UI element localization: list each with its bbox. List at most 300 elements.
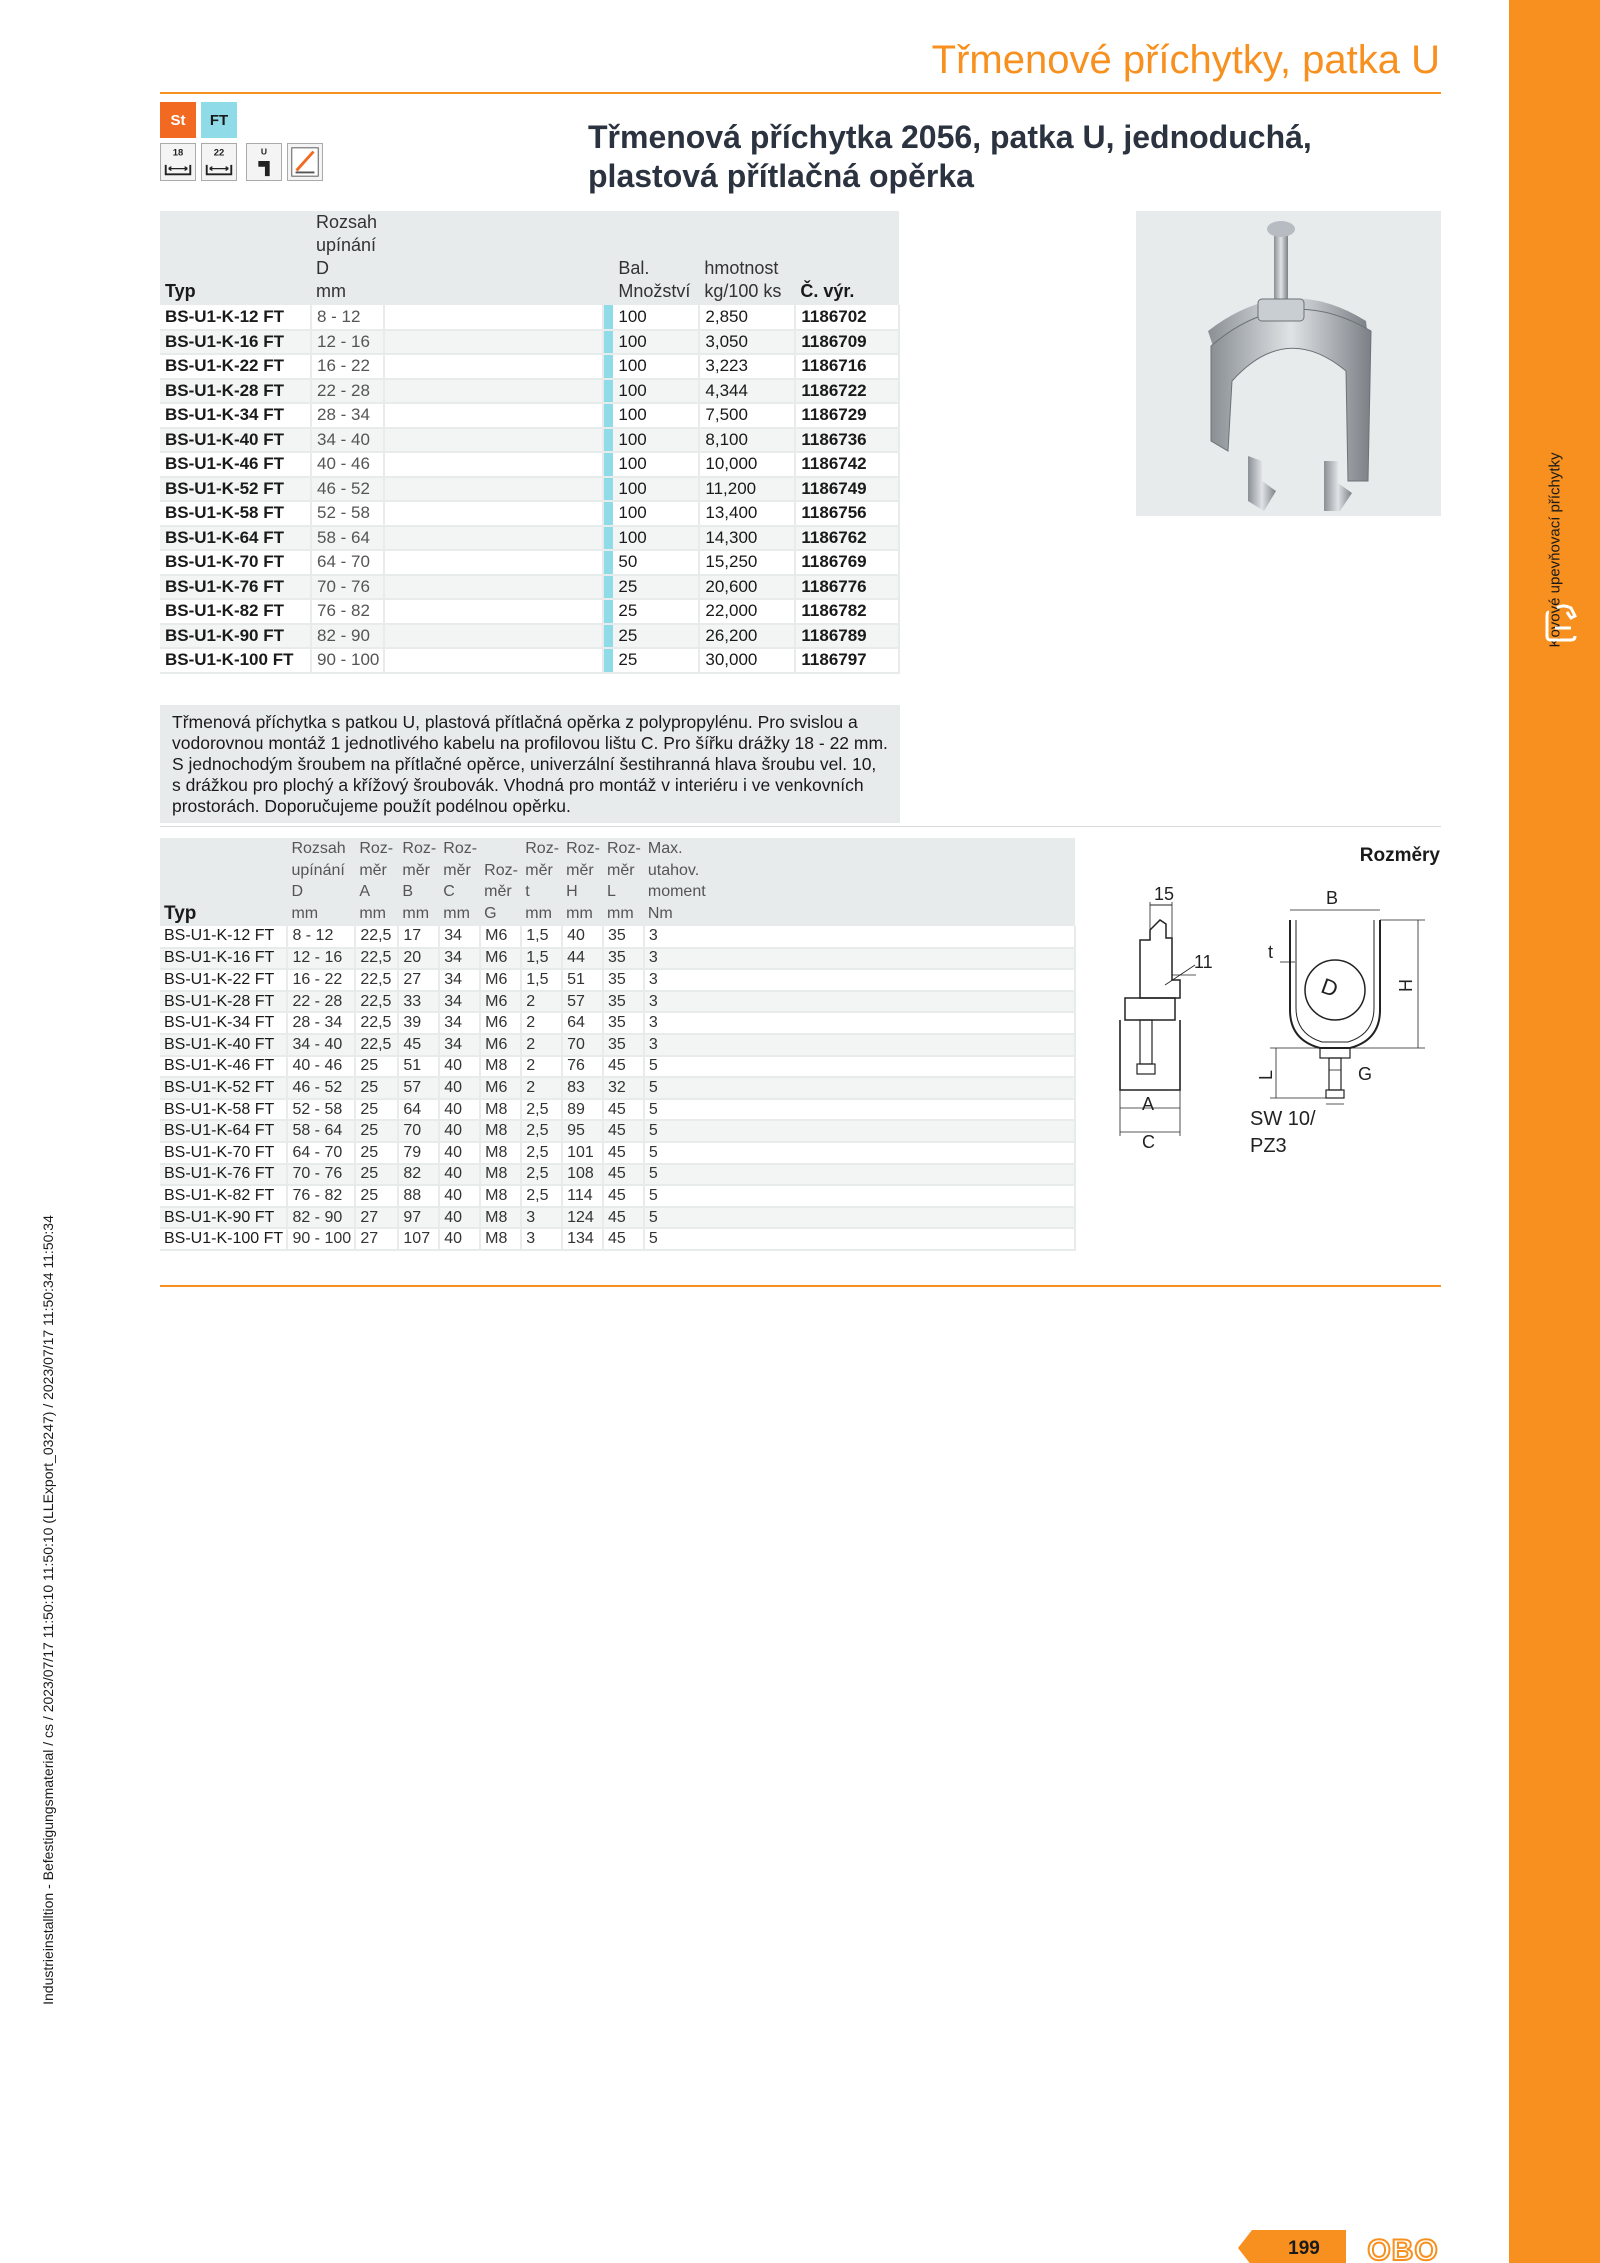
cell-spacer <box>384 305 603 330</box>
side-category-label: Kovové upevňovací příchytky <box>1546 452 1564 648</box>
cell-marker <box>603 575 613 600</box>
table-row <box>160 428 899 453</box>
cell-c: 40 <box>439 1142 480 1164</box>
cell-m: 5 <box>644 1077 1075 1099</box>
col-typ: Typ <box>160 211 311 305</box>
cell-range: 46 - 52 <box>311 477 384 502</box>
cell-a: 25 <box>355 1120 398 1142</box>
cell-g: M8 <box>480 1164 521 1186</box>
cell-typ: BS-U1-K-58 FT <box>160 501 311 526</box>
cell-c: 40 <box>439 1120 480 1142</box>
cell-a: 22,5 <box>355 926 398 948</box>
u-foot-label: U <box>260 146 268 157</box>
cell-a: 22,5 <box>355 991 398 1013</box>
table-row <box>160 624 899 649</box>
cell-l: 35 <box>603 926 644 948</box>
cell-range: 64 - 70 <box>311 550 384 575</box>
cell-b: 64 <box>398 1099 439 1121</box>
col-range-line: Rozsah <box>316 212 378 232</box>
cell-g: M6 <box>480 969 521 991</box>
cell-b: 27 <box>398 969 439 991</box>
cell-typ: BS-U1-K-34 FT <box>160 403 311 428</box>
cell-h: 51 <box>562 969 603 991</box>
table-row <box>160 501 899 526</box>
cell-typ: BS-U1-K-22 FT <box>160 354 311 379</box>
dimensions-title: Rozměry <box>1359 845 1440 866</box>
col-b-line: měr <box>402 861 430 879</box>
col-t-line: mm <box>525 904 552 922</box>
col-spacer <box>384 211 603 305</box>
cell-a: 27 <box>355 1207 398 1229</box>
table-row <box>160 1056 1075 1078</box>
dim-a-label: A <box>1142 1094 1155 1114</box>
cell-c: 40 <box>439 1228 480 1250</box>
cell-weight: 3,223 <box>699 354 795 379</box>
cell-l: 45 <box>603 1120 644 1142</box>
table-row <box>160 305 899 330</box>
table-row <box>160 648 899 673</box>
cell-c: 40 <box>439 1056 480 1078</box>
cell-c: 34 <box>439 1034 480 1056</box>
cell-qty: 100 <box>613 379 699 404</box>
cell-typ: BS-U1-K-76 FT <box>160 575 311 600</box>
cell-b: 45 <box>398 1034 439 1056</box>
cell-code: 1186716 <box>795 354 899 379</box>
dim-pz-label: PZ3 <box>1250 1135 1287 1157</box>
col-g-line: měr <box>484 883 512 900</box>
table-row <box>160 1185 1075 1207</box>
col-range <box>311 211 384 305</box>
col-c-line: měr <box>443 861 471 879</box>
cell-g: M6 <box>480 926 521 948</box>
cell-m: 5 <box>644 1099 1075 1121</box>
col-weight-line: hmotnost <box>704 258 779 278</box>
cell-typ: BS-U1-K-70 FT <box>160 1142 287 1164</box>
table-row <box>160 1164 1075 1186</box>
cell-t: 2 <box>521 991 562 1013</box>
cell-h: 83 <box>562 1077 603 1099</box>
col-range-line: D <box>291 883 303 900</box>
col-h-line: měr <box>566 861 594 879</box>
col-range <box>287 838 355 926</box>
cell-typ: BS-U1-K-52 FT <box>160 477 311 502</box>
dim-g-label: G <box>1358 1064 1373 1084</box>
cell-marker <box>603 403 613 428</box>
cell-a: 25 <box>355 1099 398 1121</box>
col-range-line: mm <box>316 281 346 301</box>
cell-m: 3 <box>644 1012 1075 1034</box>
col-m-line: utahov. <box>647 861 700 879</box>
cell-t: 1,5 <box>521 969 562 991</box>
cell-range: 28 - 34 <box>287 1012 355 1034</box>
table-row <box>160 1228 1075 1250</box>
cell-g: M8 <box>480 1056 521 1078</box>
cell-typ: BS-U1-K-28 FT <box>160 991 287 1013</box>
cell-qty: 100 <box>613 354 699 379</box>
cell-marker <box>603 526 613 551</box>
cell-typ: BS-U1-K-82 FT <box>160 1185 287 1207</box>
col-h-line: mm <box>566 904 593 922</box>
cell-marker <box>603 477 613 502</box>
cell-spacer <box>384 452 603 477</box>
cell-t: 2 <box>521 1034 562 1056</box>
cell-a: 25 <box>355 1164 398 1186</box>
cell-weight: 4,344 <box>699 379 795 404</box>
footer-divider <box>160 1285 1441 1287</box>
cell-c: 40 <box>439 1077 480 1099</box>
cell-a: 22,5 <box>355 969 398 991</box>
cell-marker <box>603 428 613 453</box>
cell-m: 3 <box>644 948 1075 970</box>
cell-code: 1186797 <box>795 648 899 673</box>
cell-l: 32 <box>603 1077 644 1099</box>
cell-typ: BS-U1-K-28 FT <box>160 379 311 404</box>
cell-g: M8 <box>480 1228 521 1250</box>
cell-code: 1186702 <box>795 305 899 330</box>
cell-spacer <box>384 330 603 355</box>
col-range-line: Rozsah <box>291 840 346 857</box>
page-number: 199 <box>1288 2238 1320 2259</box>
cell-weight: 8,100 <box>699 428 795 453</box>
col-l <box>603 838 644 926</box>
cell-a: 25 <box>355 1056 398 1078</box>
cell-h: 57 <box>562 991 603 1013</box>
cell-typ: BS-U1-K-58 FT <box>160 1099 287 1121</box>
finish-badge-ft: FT <box>201 102 237 138</box>
table-row <box>160 550 899 575</box>
cell-marker <box>603 452 613 477</box>
col-typ <box>160 838 287 926</box>
cell-range: 12 - 16 <box>287 948 355 970</box>
cell-range: 8 - 12 <box>287 926 355 948</box>
cell-m: 3 <box>644 991 1075 1013</box>
cell-range: 82 - 90 <box>287 1207 355 1229</box>
cell-weight: 15,250 <box>699 550 795 575</box>
cell-range: 76 - 82 <box>287 1185 355 1207</box>
table-row <box>160 403 899 428</box>
table-row <box>160 1099 1075 1121</box>
cell-g: M8 <box>480 1099 521 1121</box>
cell-h: 89 <box>562 1099 603 1121</box>
cell-m: 5 <box>644 1056 1075 1078</box>
dim-h-label: H <box>1396 979 1416 992</box>
table-row <box>160 926 1075 948</box>
cell-code: 1186742 <box>795 452 899 477</box>
cell-typ: BS-U1-K-12 FT <box>160 926 287 948</box>
cell-range: 70 - 76 <box>287 1164 355 1186</box>
cell-m: 5 <box>644 1142 1075 1164</box>
cell-typ: BS-U1-K-90 FT <box>160 624 311 649</box>
cell-m: 3 <box>644 926 1075 948</box>
cell-l: 35 <box>603 1034 644 1056</box>
cell-typ: BS-U1-K-12 FT <box>160 305 311 330</box>
cell-a: 22,5 <box>355 1034 398 1056</box>
dim-d-label: D <box>1317 973 1342 1003</box>
cell-l: 45 <box>603 1142 644 1164</box>
cell-range: 22 - 28 <box>311 379 384 404</box>
cell-code: 1186749 <box>795 477 899 502</box>
dim-b-label: B <box>1326 888 1339 908</box>
cell-h: 95 <box>562 1120 603 1142</box>
table-row <box>160 1034 1075 1056</box>
col-m <box>644 838 1075 926</box>
cell-t: 2 <box>521 1077 562 1099</box>
col-t-line: měr <box>525 861 553 879</box>
cell-range: 58 - 64 <box>311 526 384 551</box>
cell-c: 40 <box>439 1207 480 1229</box>
dimension-drawing <box>1110 880 1450 1200</box>
cell-range: 8 - 12 <box>311 305 384 330</box>
cell-m: 5 <box>644 1164 1075 1186</box>
cell-range: 40 - 46 <box>287 1056 355 1078</box>
cell-typ: BS-U1-K-46 FT <box>160 452 311 477</box>
u-foot-icon <box>246 143 282 181</box>
cell-b: 20 <box>398 948 439 970</box>
cell-l: 45 <box>603 1228 644 1250</box>
cell-g: M6 <box>480 948 521 970</box>
cell-c: 34 <box>439 991 480 1013</box>
cell-l: 45 <box>603 1207 644 1229</box>
col-c-line: Roz- <box>443 840 478 857</box>
cell-h: 64 <box>562 1012 603 1034</box>
cell-a: 25 <box>355 1142 398 1164</box>
cell-typ: BS-U1-K-40 FT <box>160 428 311 453</box>
cell-m: 3 <box>644 1034 1075 1056</box>
cell-qty: 100 <box>613 501 699 526</box>
cell-qty: 100 <box>613 477 699 502</box>
cell-c: 34 <box>439 969 480 991</box>
cell-c: 34 <box>439 926 480 948</box>
cell-l: 35 <box>603 969 644 991</box>
cell-b: 51 <box>398 1056 439 1078</box>
cell-t: 1,5 <box>521 948 562 970</box>
col-a-line: A <box>359 883 370 900</box>
cell-typ: BS-U1-K-70 FT <box>160 550 311 575</box>
col-range-line: D <box>316 258 329 278</box>
table-row <box>160 969 1075 991</box>
cell-qty: 25 <box>613 575 699 600</box>
col-a-line: mm <box>359 904 386 922</box>
cell-l: 35 <box>603 948 644 970</box>
cell-spacer <box>384 379 603 404</box>
cell-typ: BS-U1-K-46 FT <box>160 1056 287 1078</box>
cell-typ: BS-U1-K-100 FT <box>160 648 311 673</box>
cell-b: 88 <box>398 1185 439 1207</box>
col-bal-line: Množství <box>618 281 691 301</box>
col-h-line: H <box>566 883 578 900</box>
cell-typ: BS-U1-K-52 FT <box>160 1077 287 1099</box>
col-b-line: Roz- <box>402 840 437 857</box>
cell-typ: BS-U1-K-16 FT <box>160 330 311 355</box>
col-bal-line: Bal. <box>618 258 650 278</box>
cell-qty: 25 <box>613 624 699 649</box>
cell-t: 2,5 <box>521 1099 562 1121</box>
cell-range: 90 - 100 <box>287 1228 355 1250</box>
obo-logo-text: OBO <box>1367 2234 1439 2263</box>
cell-spacer <box>384 428 603 453</box>
cell-l: 45 <box>603 1164 644 1186</box>
cell-l: 35 <box>603 991 644 1013</box>
cell-b: 33 <box>398 991 439 1013</box>
cell-typ: BS-U1-K-64 FT <box>160 526 311 551</box>
cell-a: 25 <box>355 1077 398 1099</box>
rail-22-icon <box>201 143 237 181</box>
cell-marker <box>603 599 613 624</box>
cell-range: 64 - 70 <box>287 1142 355 1164</box>
cell-b: 97 <box>398 1207 439 1229</box>
cell-marker <box>603 624 613 649</box>
cell-t: 2,5 <box>521 1164 562 1186</box>
col-l-line: mm <box>607 904 634 922</box>
cell-h: 70 <box>562 1034 603 1056</box>
cell-typ: BS-U1-K-40 FT <box>160 1034 287 1056</box>
cell-b: 107 <box>398 1228 439 1250</box>
cell-weight: 13,400 <box>699 501 795 526</box>
cell-t: 2 <box>521 1056 562 1078</box>
cell-range: 40 - 46 <box>311 452 384 477</box>
cell-l: 35 <box>603 1012 644 1034</box>
cell-typ: BS-U1-K-16 FT <box>160 948 287 970</box>
col-marker <box>603 211 613 305</box>
cell-b: 79 <box>398 1142 439 1164</box>
cell-range: 46 - 52 <box>287 1077 355 1099</box>
cell-typ: BS-U1-K-64 FT <box>160 1120 287 1142</box>
cell-qty: 100 <box>613 428 699 453</box>
cell-l: 45 <box>603 1099 644 1121</box>
col-c-line: mm <box>443 904 470 922</box>
cell-g: M8 <box>480 1120 521 1142</box>
cell-code: 1186776 <box>795 575 899 600</box>
cell-range: 90 - 100 <box>311 648 384 673</box>
cell-h: 101 <box>562 1142 603 1164</box>
col-c-line: C <box>443 883 455 900</box>
cell-a: 22,5 <box>355 948 398 970</box>
col-weight-line: kg/100 ks <box>704 281 782 301</box>
cell-g: M6 <box>480 1077 521 1099</box>
cell-c: 34 <box>439 948 480 970</box>
cell-spacer <box>384 550 603 575</box>
section-divider <box>160 826 1441 827</box>
cell-qty: 100 <box>613 526 699 551</box>
col-code: Č. výr. <box>795 211 899 305</box>
cell-g: M6 <box>480 1012 521 1034</box>
cell-b: 82 <box>398 1164 439 1186</box>
col-h <box>562 838 603 926</box>
cell-range: 28 - 34 <box>311 403 384 428</box>
table-row <box>160 477 899 502</box>
dim-t-label: t <box>1268 942 1274 962</box>
table-row <box>160 948 1075 970</box>
cell-b: 70 <box>398 1120 439 1142</box>
cell-weight: 30,000 <box>699 648 795 673</box>
cell-t: 2 <box>521 1012 562 1034</box>
col-g <box>480 838 521 926</box>
col-t-line: t <box>525 883 530 900</box>
cell-h: 44 <box>562 948 603 970</box>
cell-c: 34 <box>439 1012 480 1034</box>
side-accent-bar <box>1509 0 1600 2263</box>
cell-qty: 100 <box>613 330 699 355</box>
rail-22-label: 22 <box>213 147 225 159</box>
cell-c: 40 <box>439 1185 480 1207</box>
col-a-line: Roz- <box>359 840 394 857</box>
cell-range: 34 - 40 <box>287 1034 355 1056</box>
cell-qty: 25 <box>613 599 699 624</box>
col-t <box>521 838 562 926</box>
table-row <box>160 991 1075 1013</box>
cell-b: 17 <box>398 926 439 948</box>
cell-h: 108 <box>562 1164 603 1186</box>
cell-range: 16 - 22 <box>311 354 384 379</box>
cell-typ: BS-U1-K-82 FT <box>160 599 311 624</box>
col-b <box>398 838 439 926</box>
cell-spacer <box>384 501 603 526</box>
cell-code: 1186709 <box>795 330 899 355</box>
flame-free-icon <box>287 143 323 181</box>
cell-qty: 100 <box>613 305 699 330</box>
col-weight <box>699 211 795 305</box>
cell-qty: 50 <box>613 550 699 575</box>
cell-a: 25 <box>355 1185 398 1207</box>
table-row <box>160 1120 1075 1142</box>
cell-weight: 20,600 <box>699 575 795 600</box>
cell-g: M8 <box>480 1207 521 1229</box>
obo-logo <box>1363 2233 1443 2263</box>
cell-weight: 2,850 <box>699 305 795 330</box>
col-b-line: B <box>402 883 414 900</box>
material-badge-st: St <box>160 102 196 138</box>
dimensions-table <box>160 838 1076 1251</box>
cell-m: 5 <box>644 1228 1075 1250</box>
table-row <box>160 452 899 477</box>
cell-range: 52 - 58 <box>311 501 384 526</box>
cell-marker <box>603 501 613 526</box>
cell-m: 5 <box>644 1207 1075 1229</box>
col-a <box>355 838 398 926</box>
cell-spacer <box>384 624 603 649</box>
cell-weight: 11,200 <box>699 477 795 502</box>
cell-typ: BS-U1-K-100 FT <box>160 1228 287 1250</box>
col-g-line: Roz- <box>484 861 518 879</box>
cell-t: 2,5 <box>521 1120 562 1142</box>
cell-marker <box>603 330 613 355</box>
cell-t: 3 <box>521 1228 562 1250</box>
col-t-line: Roz- <box>525 840 560 857</box>
table-row <box>160 1207 1075 1229</box>
cell-code: 1186769 <box>795 550 899 575</box>
cell-a: 22,5 <box>355 1012 398 1034</box>
cell-typ: BS-U1-K-22 FT <box>160 969 287 991</box>
cell-spacer <box>384 575 603 600</box>
cell-spacer <box>384 599 603 624</box>
col-bal <box>613 211 699 305</box>
cell-marker <box>603 305 613 330</box>
cell-range: 16 - 22 <box>287 969 355 991</box>
col-l-line: Roz- <box>607 840 641 857</box>
col-m-line: moment <box>647 883 706 900</box>
export-stamp: Industrieinstalltion - Befestigungsmaterial / cs / 2023/07/17 11:50:10 11:50:10 (LLExport_03247) / 2023/07/17 11:50:34 11:50:34 <box>40 1215 56 2005</box>
col-m-line: Max. <box>647 840 683 857</box>
col-l-line: měr <box>607 861 635 879</box>
cell-code: 1186789 <box>795 624 899 649</box>
cell-h: 134 <box>562 1228 603 1250</box>
page-category-title: Třmenové příchytky, patka U <box>931 38 1440 82</box>
table-row <box>160 1142 1075 1164</box>
cell-qty: 100 <box>613 452 699 477</box>
cell-code: 1186756 <box>795 501 899 526</box>
col-typ-line: Typ <box>164 902 197 924</box>
table-row <box>160 330 899 355</box>
